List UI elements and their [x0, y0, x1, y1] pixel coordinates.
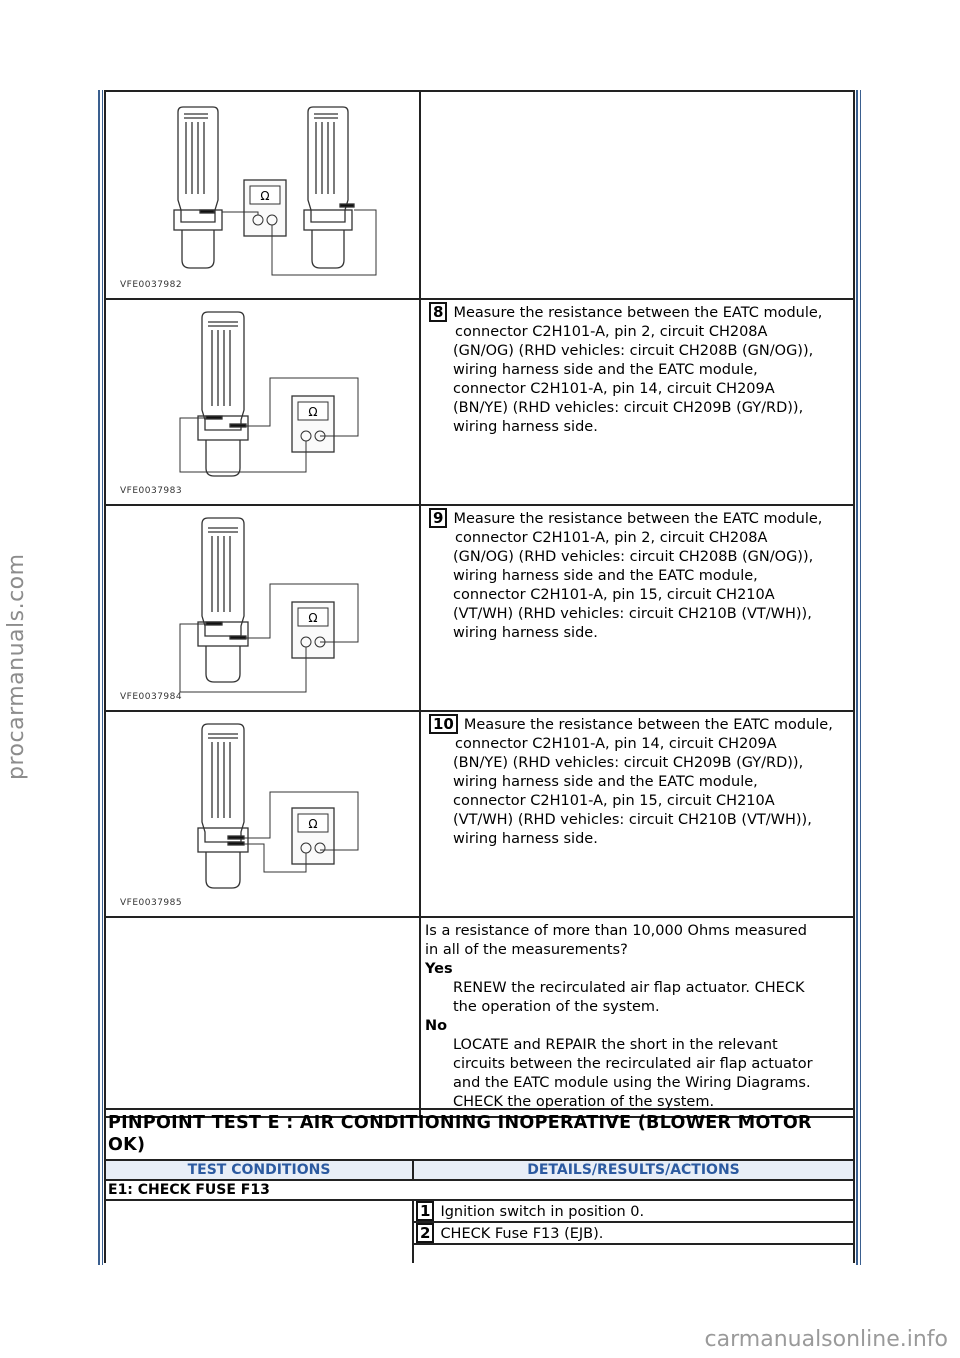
frame-line-right-inner — [860, 90, 861, 1265]
step-line: connector C2H101-A, pin 14, circuit CH209A — [455, 736, 777, 752]
step-line: wiring harness side. — [453, 831, 598, 847]
step-number: 9 — [429, 508, 447, 528]
empty-cell — [413, 1244, 854, 1263]
figure-label: VFE0037984 — [120, 692, 183, 702]
svg-text:Ω: Ω — [308, 611, 318, 625]
step-number: 2 — [416, 1223, 434, 1243]
step-line: wiring harness side. — [453, 419, 598, 435]
step-text-cell — [420, 91, 854, 299]
table-row — [105, 299, 854, 505]
no-action-line: CHECK the operation of the system. — [453, 1094, 715, 1110]
connector — [198, 518, 248, 682]
table-row — [105, 91, 854, 299]
step-line: (BN/YE) (RHD vehicles: circuit CH209B (GY/RD)), — [453, 400, 804, 416]
table-row — [105, 1180, 854, 1200]
table-row — [105, 711, 854, 917]
step-line: (GN/OG) (RHD vehicles: circuit CH208B (GN/OG)), — [453, 549, 814, 565]
pinpoint-step-2 — [413, 1222, 854, 1244]
step-line: (GN/OG) (RHD vehicles: circuit CH208B (GN/OG)), — [453, 343, 814, 359]
no-label: No — [425, 1018, 448, 1034]
figure-label: VFE0037982 — [120, 280, 183, 290]
ohmmeter — [292, 396, 334, 452]
step-text-cell — [420, 299, 854, 505]
connector-left — [174, 107, 222, 268]
figure-cell — [105, 505, 420, 711]
connector-right — [304, 107, 354, 268]
watermark-side: procarmanuals.com — [4, 553, 29, 780]
svg-text:Ω: Ω — [308, 817, 318, 831]
ohmmeter — [292, 808, 334, 864]
empty-cell — [105, 1244, 413, 1263]
no-action-line: circuits between the recirculated air flap actuator — [453, 1056, 813, 1072]
question-line: Is a resistance of more than 10,000 Ohms measured — [425, 923, 807, 939]
step-number: 1 — [416, 1201, 434, 1221]
step-line: connector C2H101-A, pin 14, circuit CH209A — [453, 381, 775, 397]
pinpoint-test-table — [104, 1108, 855, 1263]
table-row — [105, 1200, 854, 1222]
connector-diagram-3 — [106, 506, 419, 706]
step-line: wiring harness side. — [453, 625, 598, 641]
table-row — [105, 1244, 854, 1263]
figure-label: VFE0037985 — [120, 898, 183, 908]
step-line: wiring harness side and the EATC module, — [453, 362, 758, 378]
connector — [198, 312, 248, 476]
step-line: (VT/WH) (RHD vehicles: circuit CH210B (VT/WH)), — [453, 606, 812, 622]
connector — [198, 724, 248, 888]
column-header-details: DETAILS/RESULTS/ACTIONS — [413, 1160, 854, 1180]
empty-cell — [105, 1200, 413, 1222]
figure-cell — [105, 91, 420, 299]
step-line: connector C2H101-A, pin 2, circuit CH208A — [455, 324, 768, 340]
empty-cell — [105, 917, 420, 1117]
meter-lead-positive — [180, 624, 306, 692]
step-number: 10 — [429, 714, 458, 734]
figure-label: VFE0037983 — [120, 486, 183, 496]
watermark-bottom: carmanualsonline.info — [704, 1327, 948, 1352]
step-line: connector C2H101-A, pin 15, circuit CH210A — [453, 587, 775, 603]
result-cell — [420, 917, 854, 1117]
pinpoint-step-1 — [413, 1200, 854, 1222]
figure-cell — [105, 299, 420, 505]
step-line: connector C2H101-A, pin 2, circuit CH208A — [455, 530, 768, 546]
step-number: 8 — [429, 302, 447, 322]
yes-action-line: RENEW the recirculated air flap actuator. CHECK — [453, 980, 805, 996]
procedure-table — [104, 90, 855, 1118]
svg-text:Ω: Ω — [260, 189, 270, 203]
ohmmeter — [292, 602, 334, 658]
step-line: wiring harness side and the EATC module, — [453, 774, 758, 790]
step-text-cell — [420, 711, 854, 917]
table-header-row — [105, 1160, 854, 1180]
connector-diagram-1 — [106, 92, 419, 294]
no-action-line: and the EATC module using the Wiring Diagrams. — [453, 1075, 811, 1091]
connector-diagram-4 — [106, 712, 419, 912]
step-line: connector C2H101-A, pin 15, circuit CH210A — [453, 793, 775, 809]
pinpoint-title: PINPOINT TEST E : AIR CONDITIONING INOPERATIVE (BLOWER MOTOR OK) — [105, 1109, 854, 1160]
subhead-e1: E1: CHECK FUSE F13 — [105, 1180, 854, 1200]
yes-action-line: the operation of the system. — [453, 999, 660, 1015]
step-text: CHECK Fuse F13 (EJB). — [440, 1226, 604, 1242]
column-header-conditions: TEST CONDITIONS — [105, 1160, 413, 1180]
empty-cell — [105, 1222, 413, 1244]
yes-label: Yes — [425, 961, 453, 977]
meter-lead-negative — [272, 210, 376, 275]
table-row — [105, 1222, 854, 1244]
step-line: Measure the resistance between the EATC module, — [453, 305, 823, 321]
step-text-cell — [420, 505, 854, 711]
table-row — [105, 917, 854, 1117]
frame-line-left — [98, 90, 100, 1265]
svg-text:Ω: Ω — [308, 405, 318, 419]
step-line: Measure the resistance between the EATC module, — [453, 511, 823, 527]
figure-cell — [105, 711, 420, 917]
step-line: wiring harness side and the EATC module, — [453, 568, 758, 584]
table-row — [105, 1109, 854, 1160]
no-action-line: LOCATE and REPAIR the short in the relevant — [453, 1037, 778, 1053]
question-line: in all of the measurements? — [425, 942, 628, 958]
step-line: (BN/YE) (RHD vehicles: circuit CH209B (GY/RD)), — [453, 755, 804, 771]
step-line: (VT/WH) (RHD vehicles: circuit CH210B (VT/WH)), — [453, 812, 812, 828]
step-text: Ignition switch in position 0. — [440, 1204, 645, 1220]
frame-line-left-inner — [102, 90, 103, 1265]
step-line: Measure the resistance between the EATC module, — [463, 717, 833, 733]
connector-diagram-2 — [106, 300, 419, 500]
table-row — [105, 505, 854, 711]
frame-line-right — [856, 90, 858, 1265]
ohmmeter — [244, 180, 286, 236]
